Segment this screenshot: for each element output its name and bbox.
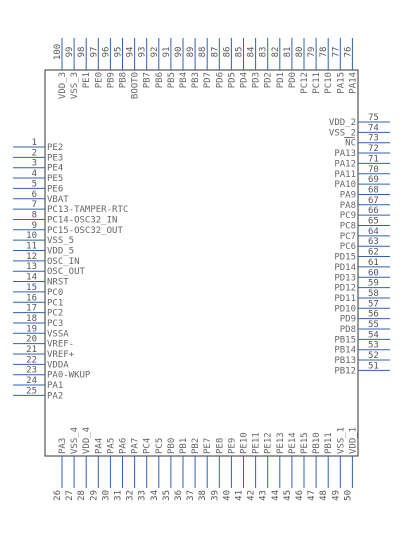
pin-number: 88: [198, 46, 209, 58]
pin-name: PD4: [239, 72, 250, 89]
pin-number: 85: [234, 46, 245, 58]
pin-number: 94: [125, 46, 136, 58]
pin-number: 45: [282, 490, 293, 501]
pin-number: 4: [31, 169, 37, 180]
pin-number: 39: [210, 490, 221, 501]
pin-number: 66: [368, 206, 379, 217]
pin-name: VBAT: [47, 194, 69, 205]
pin-name: VDD_1: [348, 426, 359, 454]
pin-name: PB7: [142, 72, 153, 89]
pin-name: PC7: [339, 231, 356, 242]
pin-name: PC2: [47, 308, 64, 319]
pin-number: 54: [368, 330, 379, 341]
pin-number: 58: [368, 288, 379, 299]
pin-name: PE3: [47, 153, 64, 164]
pin-name: PC13-TAMPER-RTC: [47, 205, 129, 216]
pin-name: PC9: [339, 211, 356, 222]
pin-name: PC11: [312, 72, 323, 94]
pin-number: 93: [137, 46, 148, 58]
pin-number: 20: [26, 334, 37, 345]
pin-number: 56: [368, 309, 379, 320]
pin-number: 83: [258, 46, 269, 58]
pin-name: PE0: [94, 72, 105, 89]
pin-number: 27: [65, 490, 76, 501]
pin-name: PE10: [239, 432, 250, 454]
pin-number: 61: [368, 257, 379, 268]
pin-number: 21: [26, 345, 37, 355]
pin-number: 1: [31, 138, 37, 148]
pin-name: PD6: [215, 72, 226, 89]
pin-number: 62: [368, 247, 379, 258]
pin-name: PC1: [47, 298, 64, 309]
pin-name: PD3: [251, 72, 262, 89]
pin-number: 5: [31, 179, 37, 190]
pin-7: [13, 200, 128, 215]
pin-name: VSS_5: [47, 236, 75, 247]
pin-number: 52: [368, 351, 379, 362]
pin-name: PB11: [324, 432, 335, 454]
pin-number: 14: [26, 272, 37, 283]
bottom-pins: [53, 427, 358, 501]
pin-name: VDD_4: [82, 426, 93, 454]
pin-number: 24: [26, 376, 37, 387]
pin-name: PB13: [334, 356, 356, 367]
pin-number: 15: [26, 282, 37, 293]
pin-name: PA6: [118, 437, 129, 454]
pin-name: PC6: [339, 242, 356, 253]
pin-name: VSS_4: [70, 426, 81, 454]
pin-number: 98: [77, 46, 88, 58]
pin-number: 6: [31, 189, 37, 200]
pin-name: PA9: [339, 190, 356, 201]
right-pins: [329, 113, 390, 376]
pin-number: 78: [319, 46, 330, 58]
pin-name: PA2: [47, 391, 64, 402]
pin-name: PA15: [336, 72, 347, 94]
pin-name: PE9: [227, 437, 238, 454]
pin-name: PC5: [154, 437, 165, 454]
pin-number: 33: [137, 490, 148, 501]
pin-name: PC0: [47, 287, 64, 298]
pin-name: PA8: [339, 200, 356, 211]
pin-name: PB5: [166, 72, 177, 89]
pin-number: 50: [343, 490, 354, 501]
pin-name: PA12: [334, 159, 356, 170]
pin-number: 70: [368, 164, 379, 175]
pin-name: PD2: [263, 72, 274, 89]
pin-name: VDDA: [47, 360, 69, 371]
pin-name: PE5: [47, 174, 64, 185]
pin-number: 76: [343, 46, 354, 58]
pin-number: 46: [295, 490, 305, 501]
pin-1: [13, 138, 63, 153]
pin-name: PE1: [82, 72, 93, 89]
pin-name: PA3: [58, 437, 68, 454]
pin-name: VDD_5: [47, 246, 75, 257]
pin-number: 25: [26, 386, 37, 397]
pin-name: PE6: [47, 184, 64, 195]
pin-number: 95: [113, 46, 124, 58]
pin-number: 82: [270, 46, 281, 58]
pin-number: 32: [125, 490, 136, 501]
pin-name: PE4: [47, 163, 64, 174]
pin-number: 89: [186, 46, 197, 58]
pin-name: PB9: [106, 71, 117, 89]
pin-72: [334, 144, 390, 159]
pin-name: PA14: [348, 72, 359, 94]
pin-name: PD7: [203, 72, 214, 89]
pin-number: 2: [31, 148, 37, 159]
pin-name: PA5: [106, 437, 117, 454]
pin-name: PD5: [227, 72, 238, 89]
pin-number: 92: [149, 46, 160, 58]
pin-number: 28: [77, 490, 88, 501]
pin-number: 74: [368, 123, 379, 134]
pin-name: PD15: [334, 252, 356, 263]
pin-number: 31: [113, 490, 124, 501]
pin-name: PE13: [275, 432, 286, 454]
pin-number: 7: [31, 200, 37, 211]
pin-number: 81: [282, 46, 293, 58]
pin-number: 59: [368, 278, 379, 289]
pin-number: 86: [222, 46, 233, 58]
pin-name: VREF+: [47, 350, 75, 360]
pin-name: OSC_IN: [47, 256, 80, 267]
pin-name: PC12: [300, 72, 310, 94]
pin-number: 57: [368, 299, 379, 310]
pin-number: 8: [31, 210, 37, 221]
pin-name: PC14-OSC32_IN: [47, 215, 118, 226]
pin-number: 43: [258, 490, 269, 501]
pin-number: 63: [368, 237, 379, 248]
pin-number: 13: [26, 262, 37, 273]
pin-name: PB10: [312, 432, 323, 454]
pin-name: PB8: [118, 72, 129, 89]
pin-number: 90: [174, 46, 184, 58]
pin-name: PD8: [339, 325, 356, 335]
pin-name: VDD_2: [328, 118, 356, 128]
pin-number: 38: [198, 490, 209, 501]
pin-number: 19: [26, 324, 37, 335]
pin-number: 18: [26, 313, 37, 324]
pin-number: 79: [307, 46, 318, 58]
pin-name: PB3: [191, 72, 202, 89]
pin-number: 73: [368, 133, 379, 144]
pin-number: 3: [31, 158, 37, 169]
pin-number: 97: [89, 46, 100, 58]
pin-number: 11: [26, 241, 37, 252]
pin-name: OSC_OUT: [47, 267, 85, 278]
pin-name: PA0-WKUP: [47, 370, 91, 381]
pin-number: 69: [368, 175, 379, 186]
pin-number: 64: [368, 226, 379, 237]
pin-number: 55: [368, 320, 379, 330]
pin-number: 91: [161, 46, 172, 58]
pin-number: 29: [89, 490, 100, 501]
pin-number: 65: [368, 216, 379, 227]
pin-number: 37: [186, 490, 197, 501]
pin-name: VDD_3: [58, 72, 68, 100]
pin-name: BOOT0: [130, 72, 141, 100]
pin-name: PB12: [334, 366, 356, 377]
pin-name: PE2: [47, 143, 64, 153]
pin-name: PD13: [334, 273, 356, 284]
pin-name: VSS_2: [328, 128, 356, 139]
pin-name: PE12: [263, 432, 274, 454]
pin-number: 68: [368, 185, 379, 196]
pin-name: PC3: [47, 318, 64, 329]
left-pins: [13, 138, 128, 401]
pin-name: PE8: [215, 437, 226, 454]
pin-name: VSS_3: [70, 72, 81, 100]
pin-name: PB6: [154, 72, 165, 89]
pin-name: NRST: [47, 277, 69, 288]
pin-number: 22: [26, 355, 37, 366]
pin-name: PD14: [334, 262, 356, 273]
pin-name: PD0: [287, 72, 298, 89]
pin-name: PC8: [339, 221, 356, 232]
pin-name: PA4: [94, 437, 105, 454]
pin-name: PB0: [166, 437, 177, 454]
pin-number: 99: [65, 46, 76, 58]
pin-name: PD12: [334, 283, 356, 294]
pin-number: 36: [174, 490, 184, 501]
pin-number: 30: [101, 490, 112, 501]
pin-name: PB1: [179, 437, 189, 454]
pin-number: 23: [26, 365, 37, 376]
pin-number: 35: [161, 490, 172, 501]
pin-name: PD9: [339, 314, 356, 325]
pin-number: 60: [368, 268, 379, 279]
pin-number: 67: [368, 195, 379, 206]
pin-name: PA1: [47, 381, 64, 392]
pin-number: 53: [368, 340, 379, 351]
pin-name: PB14: [334, 345, 356, 356]
pin-number: 9: [31, 220, 37, 231]
pin-name: VSSA: [47, 329, 69, 340]
pin-number: 75: [368, 113, 379, 123]
ic-body: [45, 70, 358, 456]
pin-number: 87: [210, 46, 221, 58]
pin-number: 44: [270, 490, 281, 501]
pin-name: PD1: [275, 72, 286, 89]
pin-name: PB15: [334, 335, 356, 346]
pin-number: 71: [368, 154, 379, 165]
pin-number: 47: [307, 490, 318, 501]
pin-name: PE14: [287, 432, 298, 454]
pin-number: 26: [53, 490, 63, 501]
pin-number: 40: [222, 490, 233, 501]
pin-number: 42: [246, 490, 257, 501]
pin-number: 16: [26, 293, 37, 304]
pin-number: 96: [101, 46, 112, 58]
pin-name: PA13: [334, 149, 356, 160]
pin-number: 84: [246, 46, 257, 58]
top-pins: [53, 38, 358, 99]
pin-number: 49: [331, 490, 342, 501]
pin-name: VSS_1: [336, 426, 347, 454]
pin-name: PE15: [300, 432, 310, 454]
pin-name: NC: [345, 138, 356, 149]
pin-number: 10: [26, 231, 37, 242]
pin-number: 100: [53, 43, 63, 61]
pin-number: 17: [26, 303, 37, 314]
pin-number: 77: [331, 46, 342, 58]
pin-name: PD11: [334, 293, 356, 304]
pin-name: VREF-: [47, 339, 75, 350]
pin-number: 34: [149, 490, 160, 501]
pin-name: PD10: [334, 304, 356, 315]
pin-name: PE7: [203, 437, 214, 454]
pin-75: [329, 113, 390, 128]
pin-number: 80: [295, 46, 305, 58]
pin-name: PB4: [179, 72, 189, 89]
pin-number: 12: [26, 251, 37, 262]
pin-number: 41: [234, 490, 245, 501]
pin-number: 72: [368, 144, 379, 155]
pin-name: PC10: [324, 72, 335, 94]
pin-name: PA10: [334, 180, 356, 191]
pin-name: PB2: [191, 437, 202, 454]
pin-name: PC15-OSC32_OUT: [47, 225, 123, 236]
pin-name: PA7: [130, 437, 141, 454]
pin-name: PC4: [142, 437, 153, 454]
pin-name: PE11: [251, 432, 262, 454]
pin-name: PA11: [334, 169, 356, 180]
pin-number: 48: [319, 490, 330, 501]
pin-number: 51: [368, 361, 379, 372]
